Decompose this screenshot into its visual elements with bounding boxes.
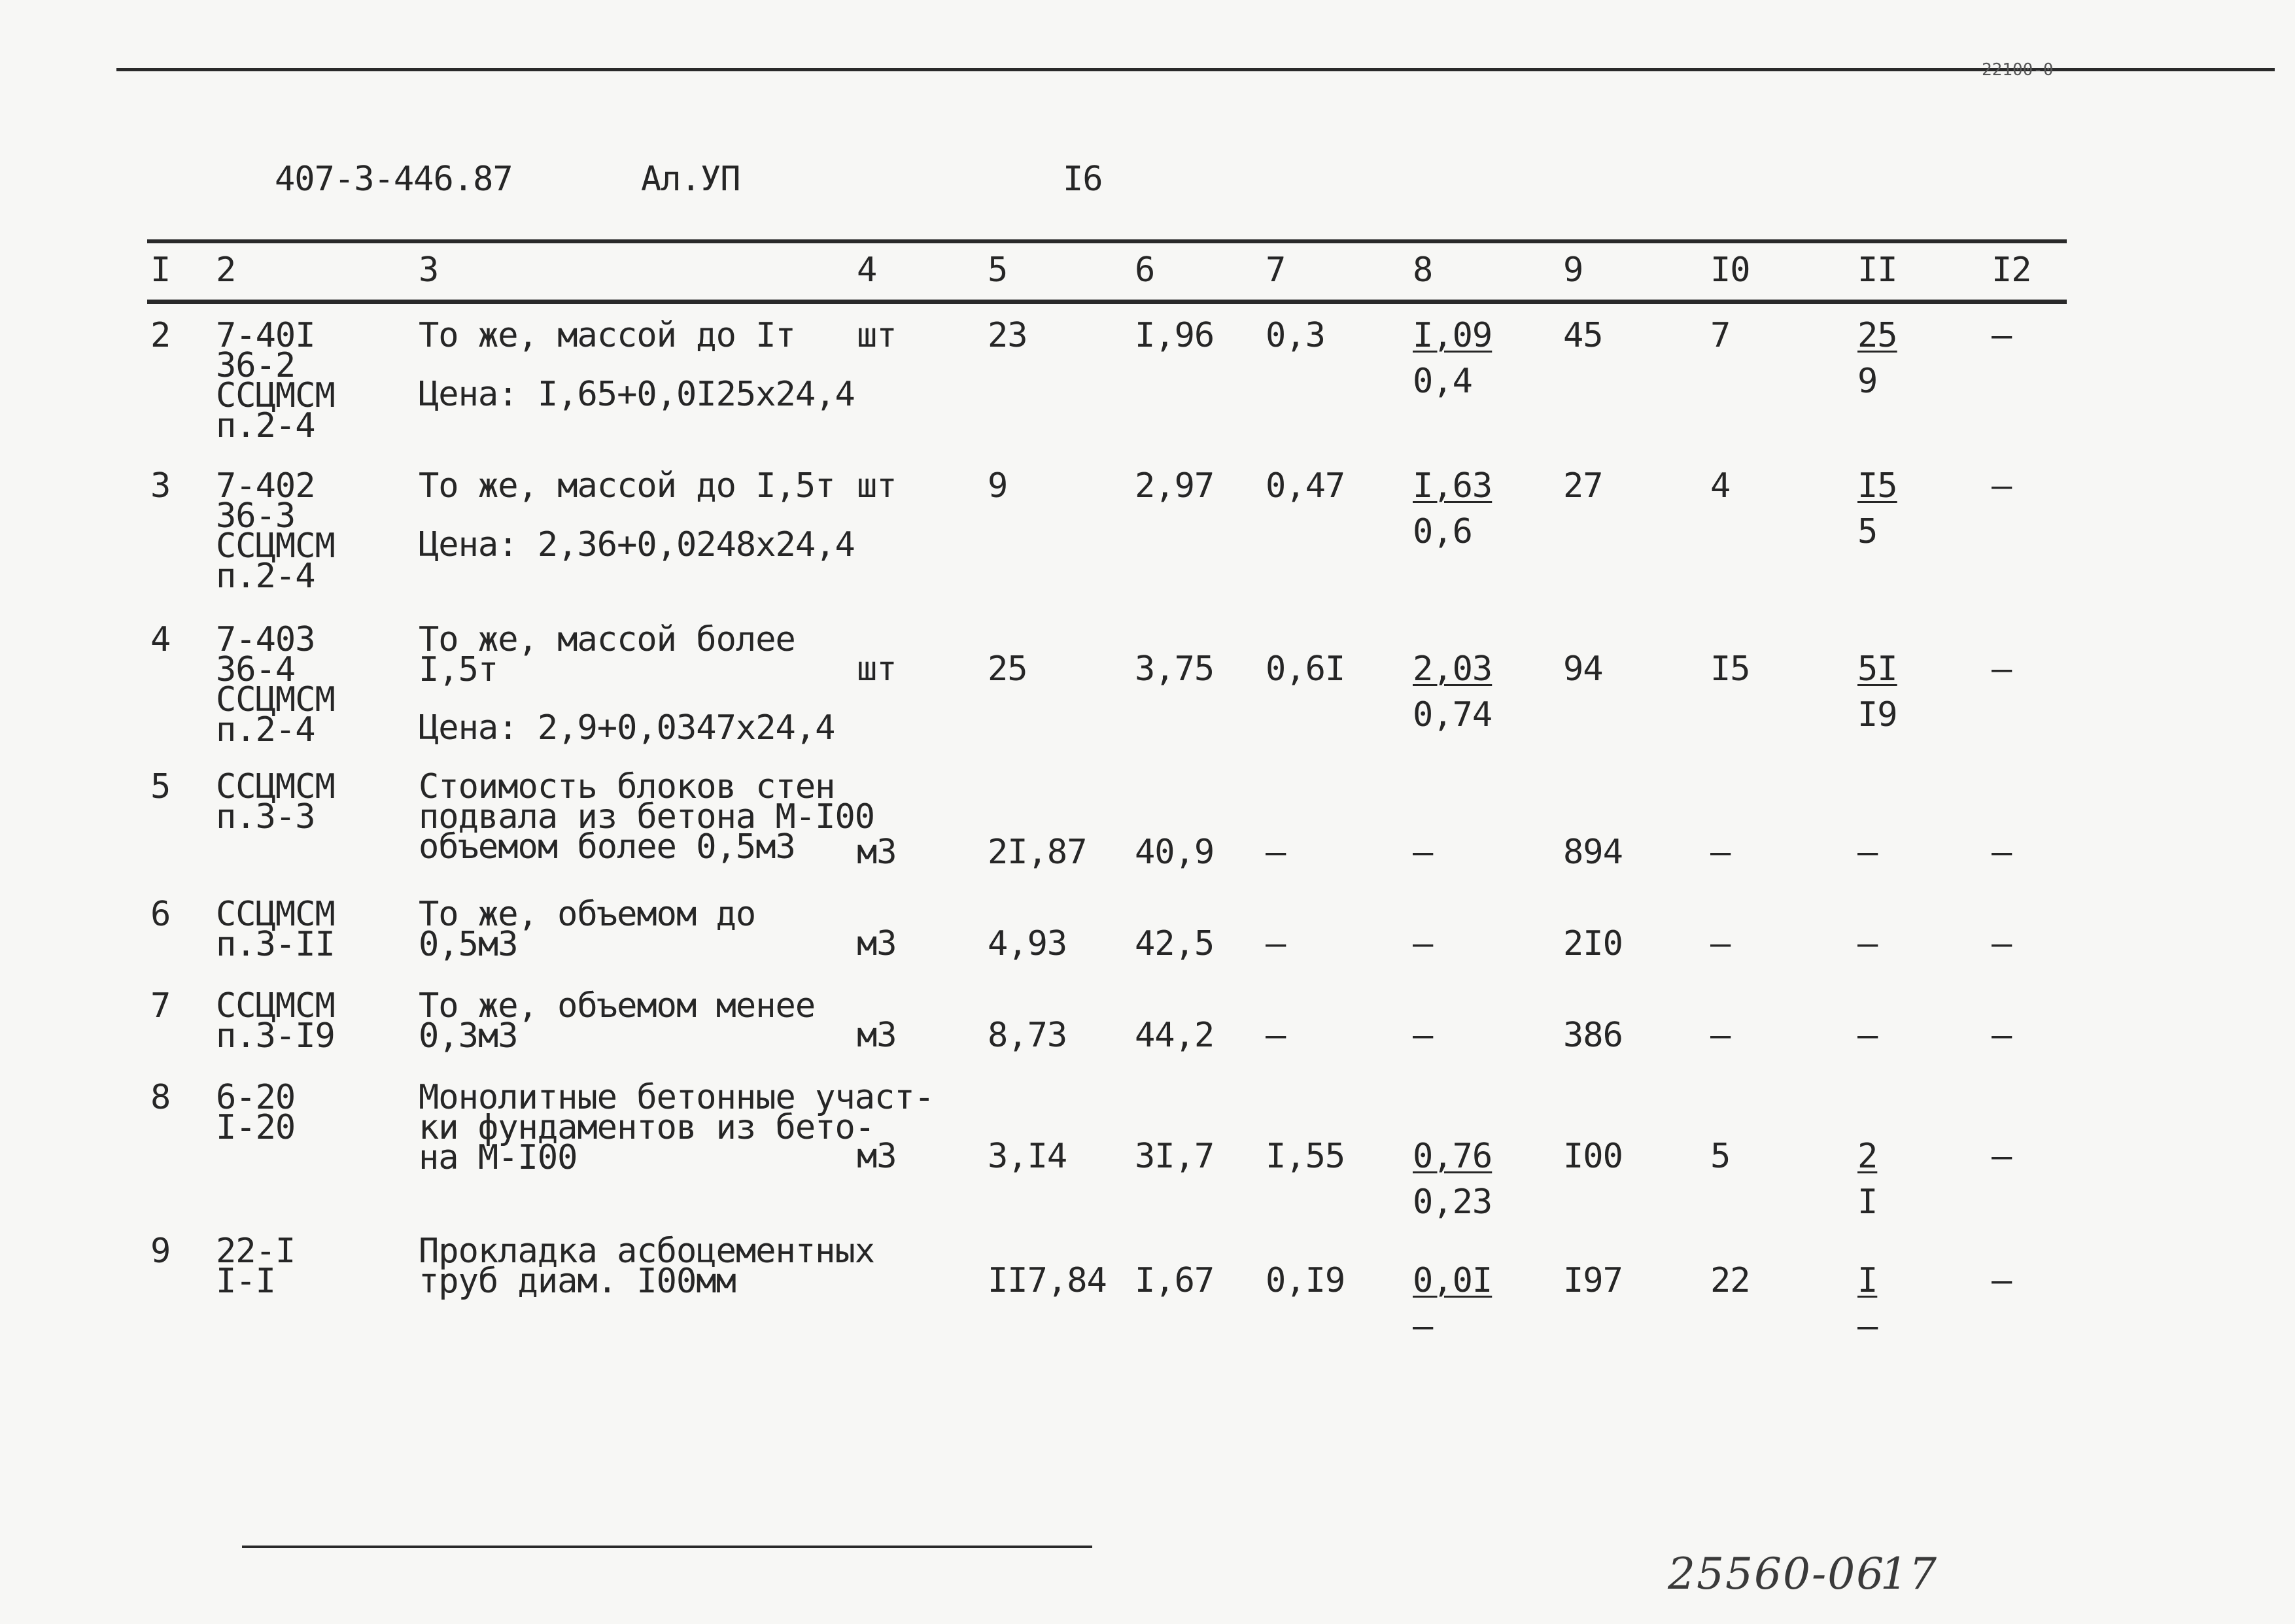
item-description: труб диам. I00мм xyxy=(419,1262,736,1301)
row-number: 8 xyxy=(150,1078,171,1117)
col8-bottom-cell: 0,6 xyxy=(1413,512,1472,551)
item-description: Стоимость блоков стен xyxy=(419,767,835,806)
norm-reference: 7-403 xyxy=(216,620,315,659)
col12-cell: – xyxy=(1992,466,2012,506)
norm-reference: 36-3 xyxy=(216,496,296,536)
col11-top-cell: – xyxy=(1857,1016,1878,1055)
col8-bottom-cell: 0,23 xyxy=(1413,1183,1493,1222)
col8-top-cell: 0,76 xyxy=(1413,1137,1493,1176)
norm-reference: I-20 xyxy=(216,1108,296,1147)
column-header-10: I0 xyxy=(1710,251,1750,290)
norm-reference: п.3-I9 xyxy=(216,1016,335,1056)
col12-cell: – xyxy=(1992,924,2012,963)
col10-cell: – xyxy=(1710,924,1731,963)
col6-cell: 42,5 xyxy=(1135,924,1215,963)
item-description: Прокладка асбоцементных xyxy=(419,1232,875,1271)
norm-reference: п.3-3 xyxy=(216,797,315,837)
item-description: То же, массой до Iт xyxy=(419,316,795,355)
norm-reference: I-I xyxy=(216,1262,275,1301)
bottom-rule xyxy=(242,1546,1092,1548)
norm-reference: 22-I xyxy=(216,1232,296,1271)
column-header-11: II xyxy=(1857,251,1897,290)
top-rule xyxy=(116,68,2275,71)
col8-top-cell: I,09 xyxy=(1413,316,1493,355)
col11-bottom-cell: 5 xyxy=(1857,512,1878,551)
unit-cell: шт xyxy=(857,649,897,689)
col12-cell: – xyxy=(1992,1137,2012,1176)
row-number: 6 xyxy=(150,895,171,934)
handwritten-page: 17 xyxy=(1880,1549,1938,1599)
col10-cell: 22 xyxy=(1710,1261,1750,1300)
row-number: 9 xyxy=(150,1232,171,1271)
unit-cell: м3 xyxy=(857,1137,897,1176)
col6-cell: I,96 xyxy=(1135,316,1215,355)
column-header-7: 7 xyxy=(1266,251,1286,290)
column-header-6: 6 xyxy=(1135,251,1155,290)
col9-cell: 45 xyxy=(1563,316,1603,355)
col11-bottom-cell: 9 xyxy=(1857,362,1878,401)
quantity-cell: 2I,87 xyxy=(988,833,1087,872)
col9-cell: 27 xyxy=(1563,466,1603,506)
col8-top-cell: 2,03 xyxy=(1413,649,1493,689)
norm-reference: п.2-4 xyxy=(216,710,315,750)
quantity-cell: 25 xyxy=(988,649,1027,689)
norm-reference: ССЦМСМ xyxy=(216,895,335,934)
col9-cell: 386 xyxy=(1563,1016,1623,1055)
col8-bottom-cell: 0,4 xyxy=(1413,362,1472,401)
col7-cell: 0,3 xyxy=(1266,316,1325,355)
row-number: 3 xyxy=(150,466,171,506)
norm-reference: п.3-II xyxy=(216,925,335,964)
col7-cell: – xyxy=(1266,924,1286,963)
col7-cell: 0,6I xyxy=(1266,649,1345,689)
col7-cell: – xyxy=(1266,833,1286,872)
col7-cell: 0,I9 xyxy=(1266,1261,1345,1300)
col6-cell: I,67 xyxy=(1135,1261,1215,1300)
unit-cell: м3 xyxy=(857,924,897,963)
item-description: То же, массой до I,5т xyxy=(419,466,835,506)
item-description: ки фундаментов из бето- xyxy=(419,1108,875,1147)
row-number: 7 xyxy=(150,986,171,1026)
quantity-cell: 3,I4 xyxy=(988,1137,1067,1176)
col11-top-cell: – xyxy=(1857,924,1878,963)
quantity-cell: 4,93 xyxy=(988,924,1067,963)
item-description: Монолитные бетонные участ- xyxy=(419,1078,934,1117)
col10-cell: I5 xyxy=(1710,649,1750,689)
item-description: объемом более 0,5м3 xyxy=(419,827,795,867)
col8-top-cell: I,63 xyxy=(1413,466,1493,506)
col6-cell: 2,97 xyxy=(1135,466,1215,506)
price-formula: Цена: 2,9+0,0347х24,4 xyxy=(419,708,835,748)
album-label: Ал.УП xyxy=(641,160,740,199)
col6-cell: 3I,7 xyxy=(1135,1137,1215,1176)
norm-reference: 7-40I xyxy=(216,316,315,355)
col10-cell: 5 xyxy=(1710,1137,1731,1176)
document-number: 407-3-446.87 xyxy=(275,160,513,199)
column-header-8: 8 xyxy=(1413,251,1433,290)
item-description: подвала из бетона М-I00 xyxy=(419,797,875,837)
column-header-1: I xyxy=(150,251,171,290)
unit-cell: шт xyxy=(857,316,897,355)
norm-reference: 6-20 xyxy=(216,1078,296,1117)
row-number: 2 xyxy=(150,316,171,355)
unit-cell: шт xyxy=(857,466,897,506)
unit-cell: м3 xyxy=(857,833,897,872)
norm-reference: п.2-4 xyxy=(216,406,315,445)
col12-cell: – xyxy=(1992,833,2012,872)
col11-bottom-cell: I xyxy=(1857,1183,1878,1222)
col9-cell: 894 xyxy=(1563,833,1623,872)
item-description: на М-I00 xyxy=(419,1138,578,1177)
handwritten-number: 25560-06 xyxy=(1668,1549,1886,1599)
col11-top-cell: 2 xyxy=(1857,1137,1878,1176)
norm-reference: 36-2 xyxy=(216,346,296,385)
col8-bottom-cell: – xyxy=(1413,1307,1433,1346)
col12-cell: – xyxy=(1992,316,2012,355)
col8-top-cell: 0,0I xyxy=(1413,1261,1493,1300)
col9-cell: I97 xyxy=(1563,1261,1623,1300)
norm-reference: 7-402 xyxy=(216,466,315,506)
row-number: 4 xyxy=(150,620,171,659)
col11-bottom-cell: – xyxy=(1857,1307,1878,1346)
item-description: То же, массой более xyxy=(419,620,795,659)
item-description: I,5т xyxy=(419,650,498,689)
col10-cell: 4 xyxy=(1710,466,1731,506)
price-formula: Цена: 2,36+0,0248х24,4 xyxy=(419,525,855,564)
row-number: 5 xyxy=(150,767,171,806)
col6-cell: 44,2 xyxy=(1135,1016,1215,1055)
norm-reference: 36-4 xyxy=(216,650,296,689)
col8-top-cell: – xyxy=(1413,1016,1433,1055)
column-header-4: 4 xyxy=(857,251,877,290)
col6-cell: 3,75 xyxy=(1135,649,1215,689)
col12-cell: – xyxy=(1992,1261,2012,1300)
quantity-cell: 8,73 xyxy=(988,1016,1067,1055)
col8-top-cell: – xyxy=(1413,924,1433,963)
col7-cell: 0,47 xyxy=(1266,466,1345,506)
col11-top-cell: 25 xyxy=(1857,316,1897,355)
page-number: I6 xyxy=(1063,160,1103,199)
col12-cell: – xyxy=(1992,1016,2012,1055)
norm-reference: ССЦМСМ xyxy=(216,986,335,1026)
col6-cell: 40,9 xyxy=(1135,833,1215,872)
quantity-cell: II7,84 xyxy=(988,1261,1107,1300)
quantity-cell: 23 xyxy=(988,316,1027,355)
norm-reference: ССЦМСМ xyxy=(216,680,335,719)
norm-reference: ССЦМСМ xyxy=(216,767,335,806)
price-formula: Цена: I,65+0,0I25х24,4 xyxy=(419,375,855,414)
item-description: То же, объемом до xyxy=(419,895,756,934)
column-header-5: 5 xyxy=(988,251,1008,290)
col11-bottom-cell: I9 xyxy=(1857,695,1897,734)
item-description: То же, объемом менее xyxy=(419,986,816,1026)
col11-top-cell: – xyxy=(1857,833,1878,872)
col9-cell: 2I0 xyxy=(1563,924,1623,963)
col11-top-cell: I5 xyxy=(1857,466,1897,506)
col7-cell: – xyxy=(1266,1016,1286,1055)
col12-cell: – xyxy=(1992,649,2012,689)
col9-cell: I00 xyxy=(1563,1137,1623,1176)
column-header-3: 3 xyxy=(419,251,439,290)
col8-bottom-cell: 0,74 xyxy=(1413,695,1493,734)
norm-reference: ССЦМСМ xyxy=(216,527,335,566)
col10-cell: 7 xyxy=(1710,316,1731,355)
quantity-cell: 9 xyxy=(988,466,1008,506)
col11-top-cell: I xyxy=(1857,1261,1878,1300)
item-description: 0,5м3 xyxy=(419,925,518,964)
item-description: 0,3м3 xyxy=(419,1016,518,1056)
column-header-2: 2 xyxy=(216,251,236,290)
table-header-bottom-rule xyxy=(147,300,2067,304)
top-right-mark: 22100-0 xyxy=(1982,60,2054,80)
col10-cell: – xyxy=(1710,1016,1731,1055)
col7-cell: I,55 xyxy=(1266,1137,1345,1176)
unit-cell: м3 xyxy=(857,1016,897,1055)
column-header-12: I2 xyxy=(1992,251,2031,290)
col11-top-cell: 5I xyxy=(1857,649,1897,689)
norm-reference: п.2-4 xyxy=(216,557,315,596)
column-header-9: 9 xyxy=(1563,251,1583,290)
col9-cell: 94 xyxy=(1563,649,1603,689)
norm-reference: ССЦМСМ xyxy=(216,376,335,415)
col8-top-cell: – xyxy=(1413,833,1433,872)
table-header-top-rule xyxy=(147,239,2067,243)
col10-cell: – xyxy=(1710,833,1731,872)
